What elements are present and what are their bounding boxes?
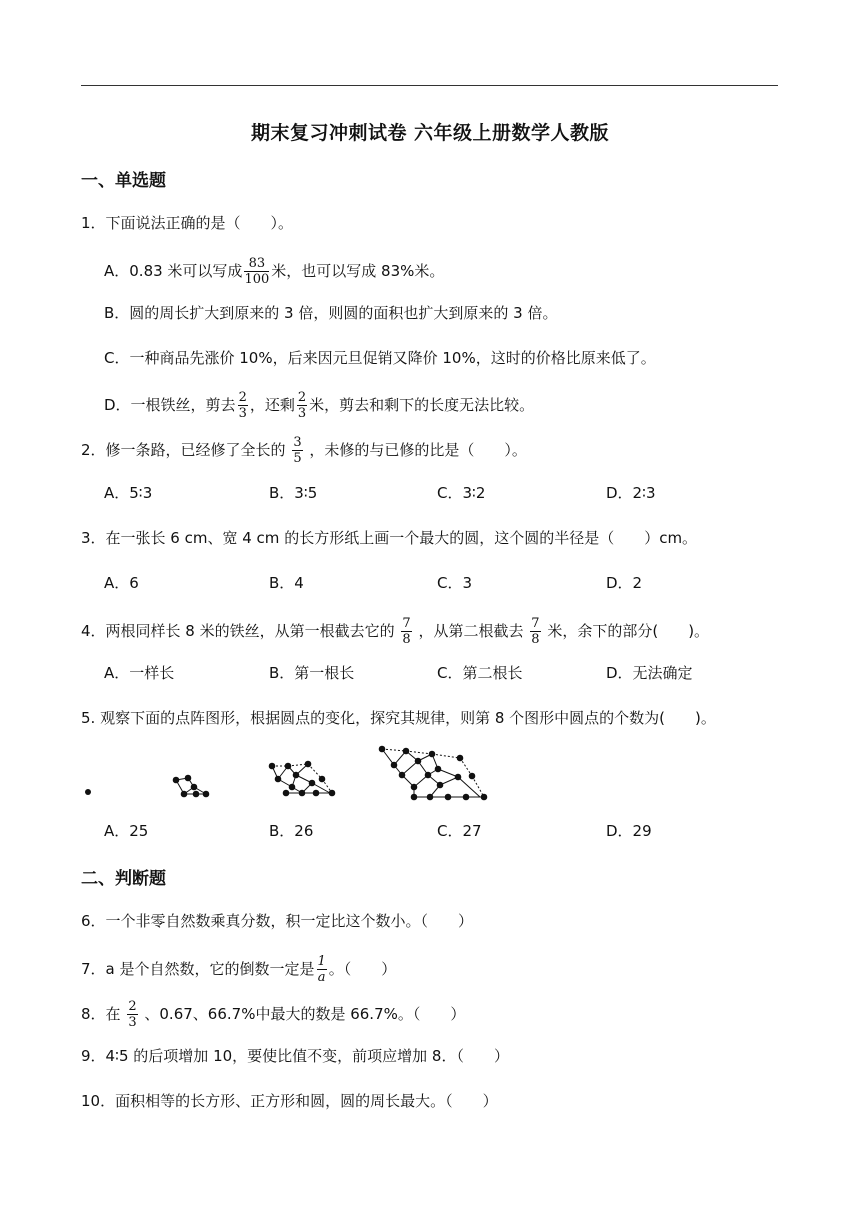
question-7-text-after: 。（ ） — [328, 960, 397, 978]
option-a-text-before: A．0.83 米可以写成 — [104, 262, 243, 280]
fraction-2-3 — [127, 1000, 137, 1029]
question-1-stem: 1．下面说法正确的是（ ）。 — [81, 214, 294, 232]
fraction-denominator: 8 — [531, 632, 540, 647]
question-3-option-a: A．6 — [104, 574, 139, 592]
page-title: 期末复习冲刺试卷 六年级上册数学人教版 — [250, 122, 610, 144]
question-2-option-c: C．3∶2 — [437, 484, 486, 502]
question-7-text-before: 7．a 是个自然数，它的倒数一定是 — [81, 960, 315, 978]
question-5-option-a: A．25 — [104, 822, 149, 840]
question-2-option-d: D．2∶3 — [606, 484, 656, 502]
question-4-option-d: D．无法确定 — [606, 664, 693, 682]
fraction-7-8 — [530, 617, 540, 646]
fraction-denominator: 5 — [293, 451, 302, 466]
question-8-text-after: 、0.67、66.7%中最大的数是 66.7%。（ ） — [144, 1005, 466, 1023]
question-3-stem: 3．在一张长 6 cm、宽 4 cm 的长方形纸上画一个最大的圆，这个圆的半径是（ ）cm。 — [81, 529, 698, 547]
option-d-text-mid: ，还剩 — [249, 396, 295, 414]
question-2-stem — [81, 436, 527, 465]
fraction-numerator: 1 — [317, 954, 326, 969]
section-heading-single-choice: 一、单选题 — [81, 171, 166, 191]
fraction-numerator: 2 — [238, 390, 247, 405]
option-a-text-after: 米，也可以写成 83%米。 — [271, 262, 445, 280]
question-5-stem: 5. 观察下面的点阵图形，根据圆点的变化，探究其规律，则第 8 个图形中圆点的个数为( )。 — [81, 709, 716, 727]
fraction-numerator: 83 — [244, 257, 269, 272]
question-4-option-a: A．一样长 — [104, 664, 175, 682]
question-8 — [81, 1000, 465, 1029]
fraction-3-5 — [292, 436, 302, 465]
question-6: 6．一个非零自然数乘真分数，积一定比这个数小。（ ） — [81, 912, 474, 930]
fraction-2-3 — [297, 391, 307, 420]
option-d-text-before: D．一根铁丝，剪去 — [104, 396, 236, 414]
dot-lattice-figures — [80, 745, 500, 805]
fraction-2-3 — [238, 391, 248, 420]
question-1-option-a — [104, 257, 444, 286]
question-2-option-a: A．5∶3 — [104, 484, 153, 502]
question-5-option-d: D．29 — [606, 822, 652, 840]
question-1-option-b: B．圆的周长扩大到原来的 3 倍，则圆的面积也扩大到原来的 3 倍。 — [104, 304, 558, 322]
fraction-1-a — [317, 955, 327, 984]
fraction-83-100 — [244, 257, 269, 286]
question-5-option-b: B．26 — [269, 822, 314, 840]
fraction-denominator: a — [317, 970, 326, 985]
question-4-text-before: 4．两根同样长 8 米的铁丝，从第一根截去它的 — [81, 622, 395, 640]
question-5-option-c: C．27 — [437, 822, 482, 840]
header-rule — [81, 85, 778, 86]
fraction-numerator: 2 — [297, 390, 307, 405]
option-d-text-after: 米，剪去和剩下的长度无法比较。 — [309, 396, 535, 414]
question-9: 9．4∶5 的后项增加 10，要使比值不变，前项应增加 8．（ ） — [81, 1047, 509, 1065]
question-4-text-after: 米，余下的部分( )。 — [547, 622, 710, 640]
question-7 — [81, 955, 396, 984]
dot-figure-3 — [269, 761, 335, 796]
question-3-option-c: C．3 — [437, 574, 473, 592]
question-4-text-mid: ，从第二根截去 — [418, 622, 524, 640]
dot-figure-4 — [379, 746, 487, 800]
question-2-text-after: ，未修的与已修的比是（ ）。 — [309, 441, 527, 459]
question-4-stem — [81, 617, 709, 646]
fraction-denominator: 8 — [402, 632, 411, 647]
question-4-option-c: C．第二根长 — [437, 664, 523, 682]
fraction-denominator: 3 — [297, 406, 307, 421]
question-4-option-b: B．第一根长 — [269, 664, 355, 682]
fraction-7-8 — [401, 617, 411, 646]
question-8-text-before: 8．在 — [81, 1005, 121, 1023]
fraction-numerator: 7 — [402, 616, 411, 631]
fraction-denominator: 100 — [244, 272, 270, 287]
question-1-option-d — [104, 391, 534, 420]
question-2-text-before: 2．修一条路，已经修了全长的 — [81, 441, 286, 459]
fraction-numerator: 2 — [128, 999, 137, 1014]
section-heading-true-false: 二、判断题 — [81, 869, 166, 889]
question-3-option-b: B．4 — [269, 574, 304, 592]
dot-figure-2 — [173, 775, 209, 797]
fraction-denominator: 3 — [238, 406, 247, 421]
dot-figure-1 — [85, 789, 91, 795]
question-2-option-b: B．3∶5 — [269, 484, 318, 502]
question-1-option-c: C．一种商品先涨价 10%，后来因元旦促销又降价 10%，这时的价格比原来低了。 — [104, 349, 656, 367]
fraction-numerator: 7 — [531, 616, 540, 631]
fraction-numerator: 3 — [293, 435, 302, 450]
fraction-denominator: 3 — [128, 1015, 137, 1030]
question-10: 10．面积相等的长方形、正方形和圆，圆的周长最大。（ ） — [81, 1092, 498, 1110]
question-3-option-d: D．2 — [606, 574, 643, 592]
